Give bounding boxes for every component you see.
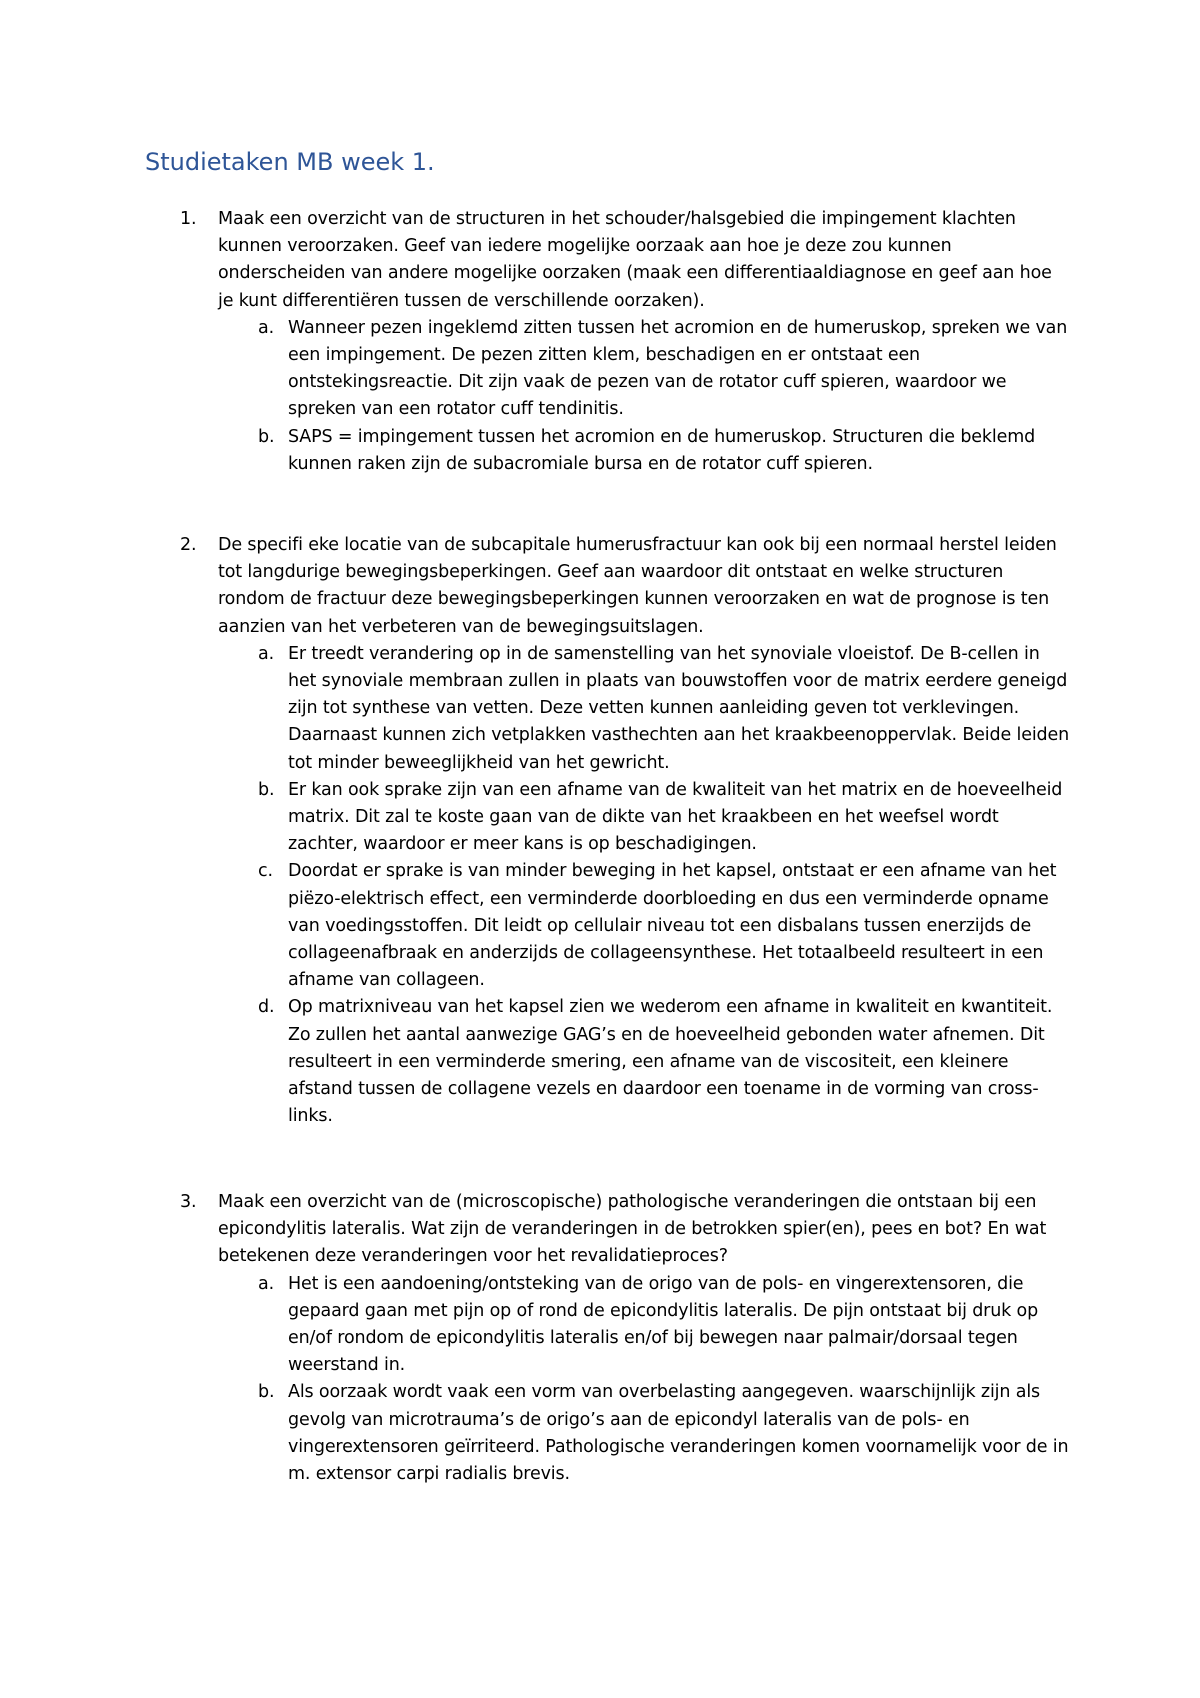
answer-letter: b.: [258, 779, 275, 800]
question-number: 2.: [180, 535, 197, 555]
answer-text: Er treedt verandering op in de samenstelling van het synoviale vloeistof. De B-cellen in het synoviale membraan zullen in plaats van bouwstoffen voor de matrix eerdere geneigd zijn tot synthese van vetten. Deze vetten kunnen aanleiding geven tot verklevingen. Daarnaast kunnen zich vetplakken vasthechten aan het kraakbeenoppervlak. Beide leiden tot minder beweeglijkheid van het gewricht.: [288, 643, 1070, 773]
question-text: De specifi eke locatie van de subcapitale humerusfractuur kan ook bij een normaal herstel leiden tot langdurige bewegingsbeperkingen. Geef aan waardoor dit ontstaat en welke structuren rondom de fractuur deze bewegingsbeperkingen kunnen veroorzaken en wat de prognose is ten aanzien van het verbeteren van de bewegingsuitslagen.: [218, 535, 1057, 637]
answer-text: Wanneer pezen ingeklemd zitten tussen het acromion en de humeruskop, spreken we van een impingement. De pezen zitten klem, beschadigen en er ontstaat een ontstekingsreactie. Dit zijn vaak de pezen van de rotator cuff spieren, waardoor we spreken van een rotator cuff tendinitis.: [288, 317, 1068, 420]
document-title: Studietaken MB week 1.: [145, 148, 435, 176]
answer-letter: a.: [258, 317, 274, 338]
answer-letter: c.: [258, 861, 273, 882]
question-text: Maak een overzicht van de structuren in het schouder/halsgebied die impingement klachten kunnen veroorzaken. Geef van iedere mogelijke oorzaak aan hoe je deze zou kunnen onderscheiden van andere mogelijke oorzaken (maak een differentiaaldiagnose en geef aan hoe je kunt differentiëren tussen de verschillende oorzaken).: [218, 209, 1052, 311]
answer-item: [258, 1379, 1070, 1488]
answer-letter: b.: [258, 426, 275, 447]
answer-list: [180, 315, 1070, 478]
answer-letter: a.: [258, 1273, 274, 1294]
answer-item: [258, 777, 1070, 859]
answer-text: Op matrixniveau van het kapsel zien we wederom een afname in kwaliteit en kwantiteit. Zo zullen het aantal aanwezige GAG’s en de hoeveelheid gebonden water afnemen. Dit resulteert in een verminderde smering, een afname van de viscositeit, een kleinere afstand tussen de collagene vezels en daardoor een toename in de vorming van cross-links.: [288, 997, 1053, 1127]
answer-list: [180, 1271, 1070, 1489]
question-number: 1.: [180, 209, 197, 229]
question-row: [180, 532, 1070, 641]
answer-text: Er kan ook sprake zijn van een afname van de kwaliteit van het matrix en de hoeveelheid matrix. Dit zal te koste gaan van de dikte van het kraakbeen en het weefsel wordt zachter, waardoor er meer kans is op beschadigingen.: [288, 779, 1063, 855]
answer-letter: b.: [258, 1382, 275, 1403]
answer-item: [258, 315, 1070, 424]
answer-text: Doordat er sprake is van minder beweging in het kapsel, ontstaat er een afname van het piëzo-elektrisch effect, een verminderde doorbloeding en dus een verminderde opname van voedingsstoffen. Dit leidt op cellulair niveau tot een disbalans tussen enerzijds de collageenafbraak en anderzijds de collageensynthese. Het totaalbeeld resulteert in een afname van collageen.: [288, 861, 1057, 991]
answer-item: [258, 641, 1070, 777]
question-text: Maak een overzicht van de (microscopische) pathologische veranderingen die ontstaan bij een epicondylitis lateralis. Wat zijn de veranderingen in de betrokken spier(en), pees en bot? En wat betekenen deze veranderingen voor het revalidatieproces?: [218, 1192, 1047, 1267]
question-1: [180, 206, 1070, 478]
answer-item: [258, 858, 1070, 994]
answer-text: Het is een aandoening/ontsteking van de origo van de pols- en vingerextensoren, die gepaard gaan met pijn op of rond de epicondylitis lateralis. De pijn ontstaat bij druk op en/of rondom de epicondylitis lateralis en/of bij bewegen naar palmair/dorsaal tegen weerstand in.: [288, 1273, 1039, 1376]
answer-letter: d.: [258, 997, 275, 1018]
answer-list: [180, 641, 1070, 1131]
question-2: [180, 532, 1070, 1130]
answer-text: Als oorzaak wordt vaak een vorm van overbelasting aangegeven. waarschijnlijk zijn als gevolg van microtrauma’s de origo’s aan de epicondyl lateralis van de pols- en vingerextensoren geïrriteerd. Pathologische veranderingen komen voornamelijk voor de in m. extensor carpi radialis brevis.: [288, 1382, 1069, 1485]
question-3: [180, 1189, 1070, 1488]
answer-text: SAPS = impingement tussen het acromion en de humeruskop. Structuren die beklemd kunnen raken zijn de subacromiale bursa en de rotator cuff spieren.: [288, 426, 1036, 474]
answer-letter: a.: [258, 643, 274, 664]
question-row: [180, 1189, 1070, 1271]
question-number: 3.: [180, 1192, 197, 1212]
answer-item: [258, 1271, 1070, 1380]
question-row: [180, 206, 1070, 315]
answer-item: [258, 424, 1070, 478]
answer-item: [258, 994, 1070, 1130]
